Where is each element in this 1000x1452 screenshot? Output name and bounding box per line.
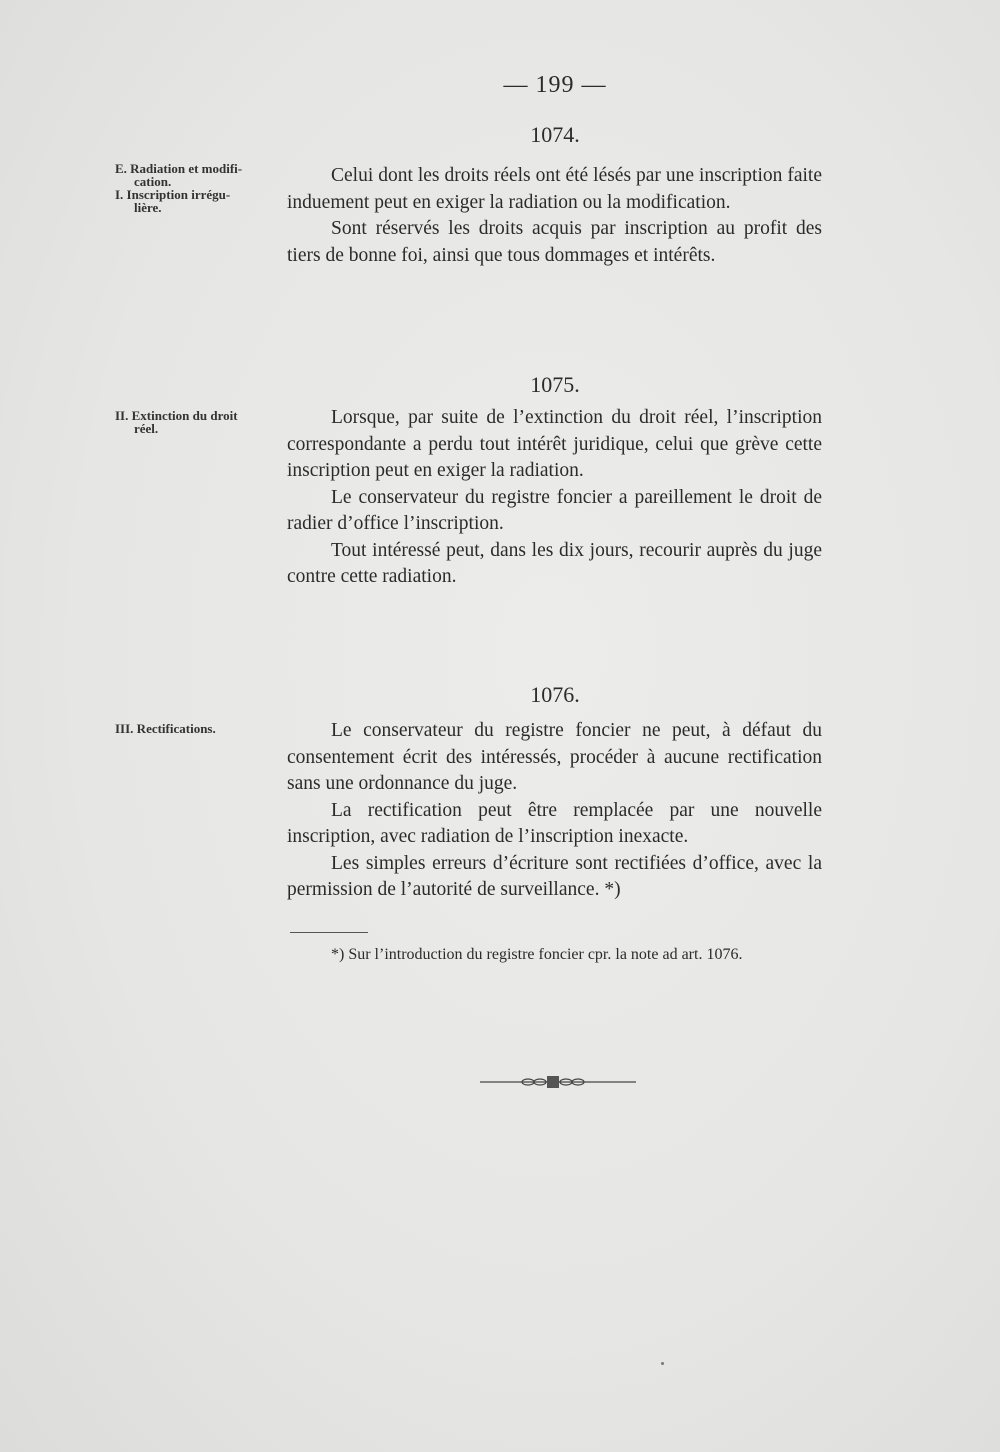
page-number: — 199 — [503, 72, 607, 98]
article-number-1076: 1076. [530, 682, 580, 707]
margin-note-line: II. Extinction du droit [115, 408, 238, 423]
margin-note-1076 [115, 722, 280, 735]
paragraph: Sont réservés les droits acquis par inscription au profit des tiers de bonne foi, ainsi que tous dommages et intérêts. [287, 218, 822, 266]
margin-note-line: I. Inscription irrégu- [115, 187, 231, 202]
margin-note-line: lière. [134, 200, 162, 215]
paragraph: Lorsque, par suite de l’extinction du droit réel, l’inscription correspondante a perdu tout intérêt juridique, celui que grève cette inscription peut en exiger la radiation. [287, 407, 822, 481]
paragraph: Les simples erreurs d’écriture sont rectifiées d’office, avec la permission de l’autorité de surveillance. *) [287, 852, 822, 900]
paragraph: Celui dont les droits réels ont été lésés par une inscription faite induement peut en exiger la radiation ou la modification. [287, 165, 822, 213]
article-number-1075: 1075. [530, 372, 580, 397]
article-number-1074: 1074. [530, 122, 580, 147]
margin-note-1074 [115, 162, 280, 214]
article-body-1075 [287, 405, 822, 591]
paragraph: La rectification peut être remplacée par une nouvelle inscription, avec radiation de l’inscription inexacte. [287, 799, 822, 847]
margin-note-line: E. Radiation et modifi- [115, 161, 243, 176]
paragraph: Tout intéressé peut, dans les dix jours, recourir auprès du juge contre cette radiation. [287, 539, 822, 587]
ornament-divider-icon [478, 1072, 638, 1092]
margin-note-line: réel. [134, 421, 159, 436]
paragraph: Le conservateur du registre foncier a pareillement le droit de radier d’office l’inscription. [287, 486, 822, 534]
margin-note-line: III. Rectifications. [115, 721, 216, 736]
paper-speck [661, 1362, 664, 1365]
margin-note-1075 [115, 409, 280, 435]
article-body-1074 [287, 163, 822, 269]
margin-note-line: cation. [134, 174, 172, 189]
article-body-1076 [287, 718, 822, 904]
footnote-divider [290, 932, 368, 933]
paragraph: Le conservateur du registre foncier ne peut, à défaut du consentement écrit des intéressés, procéder à aucune rectification sans une ordonnance du juge. [287, 720, 822, 794]
footnote: *) Sur l’introduction du registre foncier cpr. la note ad art. 1076. [331, 946, 743, 963]
